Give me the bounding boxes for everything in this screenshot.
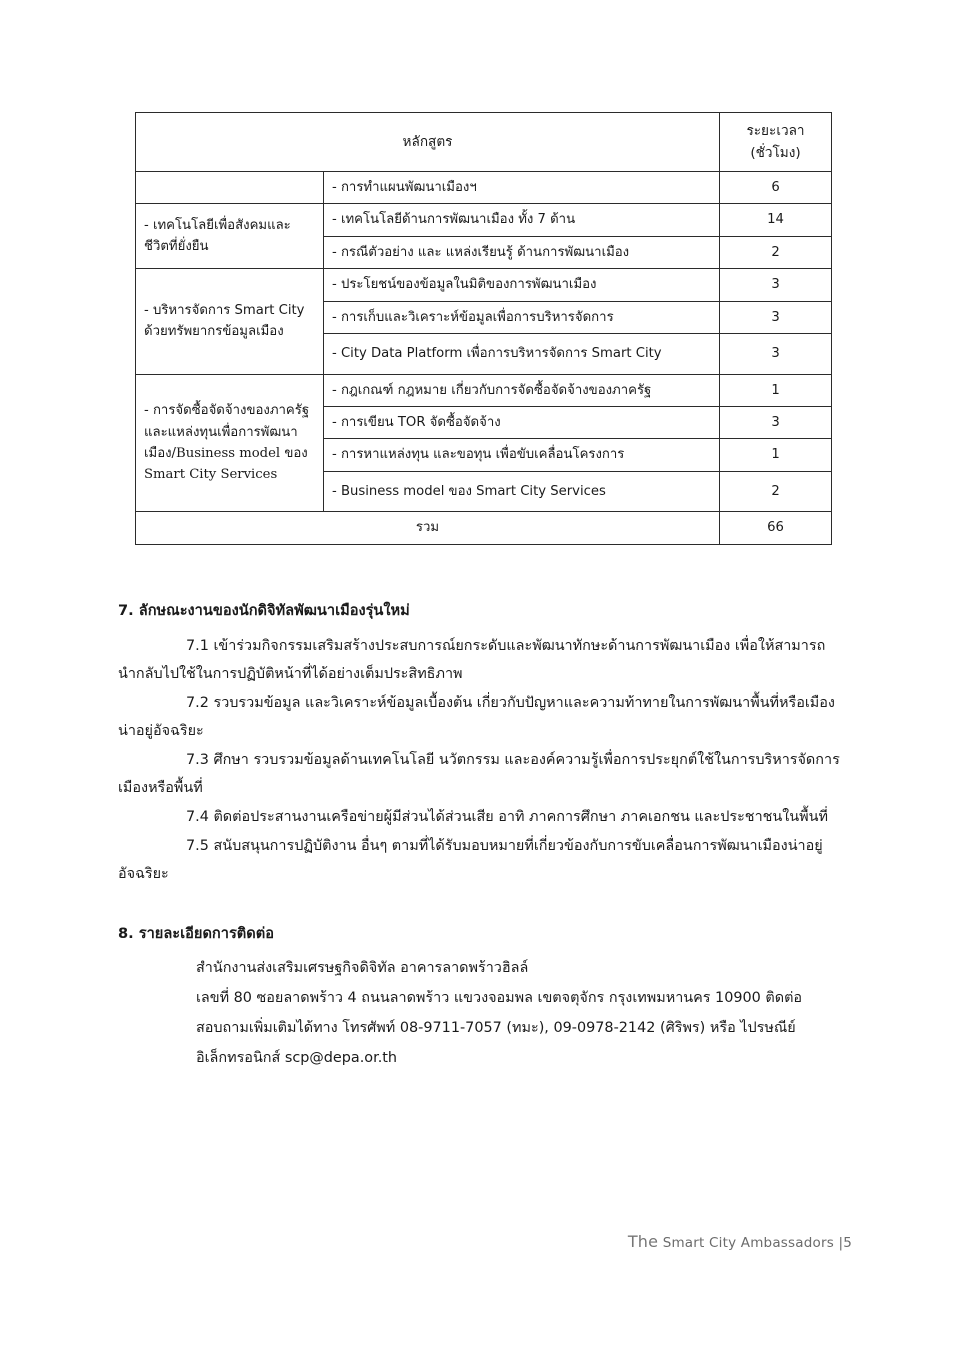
- topic-cell: - กฎเกณฑ์ กฎหมาย เกี่ยวกับการจัดซื้อจัดจ้างของภาครัฐ: [324, 374, 720, 406]
- table-row: [136, 204, 832, 236]
- table-body: [136, 172, 832, 545]
- table-total-row: [136, 512, 832, 544]
- section-7-item-1: 7.1 เข้าร่วมกิจกรรมเสริมสร้างประสบการณ์ยกระดับและพัฒนาทักษะด้านการพัฒนาเมือง เพื่อให้สามารถนำกลับไปใช้ในการปฏิบัติหน้าที่ได้อย่างเต็มประสิทธิภาพ: [118, 637, 826, 682]
- section-8-heading: 8. รายละเอียดการติดต่อ: [118, 925, 274, 943]
- column-header-hours: ระยะเวลา (ชั่วโมง): [720, 113, 832, 172]
- contact-email: อิเล็กทรอนิกส์ scp@depa.or.th: [196, 1049, 398, 1066]
- topic-cell: - การเก็บและวิเคราะห์ข้อมูลเพื่อการบริหารจัดการ: [324, 301, 720, 333]
- hours-cell: 3: [720, 406, 832, 438]
- topic-cell: - การหาแหล่งทุน และขอทุน เพื่อขับเคลื่อนโครงการ: [324, 439, 720, 471]
- group-label-thai-mid: ของ: [280, 446, 308, 462]
- hours-cell: 3: [720, 301, 832, 333]
- group-label-thai-part: - การจัดซื้อจัดจ้างของภาครัฐและแหล่งทุนเพื่อการพัฒนาเมือง/: [144, 403, 310, 462]
- topic-cell: - กรณีตัวอย่าง และ แหล่งเรียนรู้ ด้านการพัฒนาเมือง: [324, 236, 720, 268]
- topic-cell: - ประโยชน์ของข้อมูลในมิติของการพัฒนาเมือง: [324, 269, 720, 301]
- topic-cell: - การเขียน TOR จัดซื้อจัดจ้าง: [324, 406, 720, 438]
- table-header: [136, 113, 832, 172]
- contact-phone: สอบถามเพิ่มเติมได้ทาง โทรศัพท์ 08-9711-7057 (ทมะ), 09-0978-2142 (ศิริพร) หรือ ไปรษณีย์: [196, 1019, 796, 1036]
- topic-cell: - City Data Platform เพื่อการบริหารจัดการ Smart City: [324, 333, 720, 374]
- document-body: [118, 600, 842, 1074]
- topic-cell: - Business model ของ Smart City Services: [324, 471, 720, 512]
- hours-cell: 3: [720, 269, 832, 301]
- hours-cell: 2: [720, 471, 832, 512]
- hours-cell: 6: [720, 172, 832, 204]
- section-7-item-3: 7.3 ศึกษา รวบรวมข้อมูลด้านเทคโนโลยี นวัตกรรม และองค์ความรู้เพื่อการประยุกต์ใช้ในการบริหารจัดการเมืองหรือพื้นที่: [118, 751, 840, 796]
- section-spacer: [118, 889, 842, 923]
- column-header-course: หลักสูตร: [136, 113, 720, 172]
- contact-organization: สำนักงานส่งเสริมเศรษฐกิจดิจิทัล อาคารลาดพร้าวฮิลล์: [196, 959, 529, 976]
- section-7-item-2: 7.2 รวบรวมข้อมูล และวิเคราะห์ข้อมูลเบื้องต้น เกี่ยวกับปัญหาและความท้าทายในการพัฒนาพื้นที่หรือเมืองน่าอยู่อัจฉริยะ: [118, 694, 835, 739]
- table-row: [136, 172, 832, 204]
- table-header-row: [136, 113, 832, 172]
- section-7-item-5: 7.5 สนับสนุนการปฏิบัติงาน อื่นๆ ตามที่ได้รับมอบหมายที่เกี่ยวข้องกับการขับเคลื่อนการพัฒนาเมืองน่าอยู่อัจฉริยะ: [118, 838, 823, 883]
- footer-page-number: 5: [843, 1235, 852, 1251]
- footer-brand-rest: Smart City Ambassadors: [662, 1235, 834, 1251]
- curriculum-table: [135, 112, 832, 545]
- topic-cell: - การทำแผนพัฒนาเมืองฯ: [324, 172, 720, 204]
- curriculum-table-container: [135, 112, 831, 545]
- group-label-serif-smart-city-services: Smart City Services: [144, 467, 278, 483]
- group-label-cell: - บริหารจัดการ Smart City ด้วยทรัพยากรข้อมูลเมือง: [136, 269, 324, 374]
- table-row: [136, 269, 832, 301]
- hours-cell: 1: [720, 439, 832, 471]
- section-7-item-4: 7.4 ติดต่อประสานงานเครือข่ายผู้มีส่วนได้ส่วนเสีย อาทิ ภาคการศึกษา ภาคเอกชน และประชาชนในพื้นที่: [186, 809, 828, 826]
- table-row: [136, 374, 832, 406]
- hours-cell: 14: [720, 204, 832, 236]
- footer-brand-the: The: [627, 1232, 659, 1251]
- topic-cell: - เทคโนโลยีด้านการพัฒนาเมือง ทั้ง 7 ด้าน: [324, 204, 720, 236]
- total-hours-value: 66: [720, 512, 832, 544]
- page-footer: [0, 1232, 960, 1251]
- hours-cell: 1: [720, 374, 832, 406]
- group-label-blank: [136, 172, 324, 204]
- hours-cell: 3: [720, 333, 832, 374]
- group-label-cell: - เทคโนโลยีเพื่อสังคมและชีวิตที่ยั่งยืน: [136, 204, 324, 269]
- total-label: รวม: [136, 512, 720, 544]
- contact-address: เลขที่ 80 ซอยลาดพร้าว 4 ถนนลาดพร้าว แขวงจอมพล เขตจตุจักร กรุงเทพมหานคร 10900 ติดต่อ: [196, 989, 803, 1006]
- group-label-cell: [136, 374, 324, 512]
- hours-cell: 2: [720, 236, 832, 268]
- section-7-heading: 7. ลักษณะงานของนักดิจิทัลพัฒนาเมืองรุ่นใหม่: [118, 602, 410, 619]
- contact-details-block: [118, 954, 842, 1074]
- footer-separator: |: [838, 1235, 844, 1251]
- group-label-serif-business-model: Business model: [176, 446, 281, 462]
